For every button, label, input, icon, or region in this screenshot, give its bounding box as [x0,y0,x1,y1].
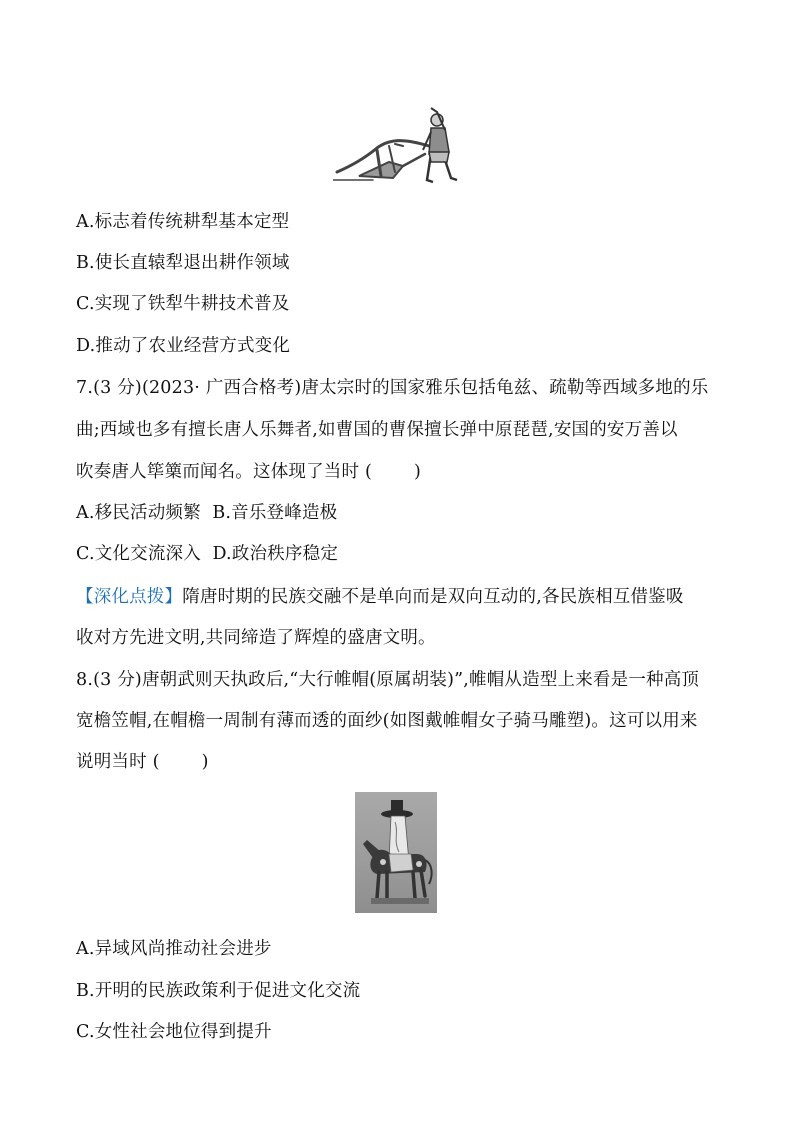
q7-answer-blank: ( ) [364,462,422,482]
q8-option-c: C.女性社会地位得到提升 [76,1022,272,1042]
q8-stem-line-1: 8.(3 分)唐朝武则天执政后,“大行帷帽(原属胡装)”,帷帽从造型上来看是一种高顶 [76,670,700,690]
q7-stem-line-3 [76,460,726,484]
tip-label: 【深化点拨】 [76,587,183,607]
tip-text-1: 隋唐时期的民族交融不是单向而是双向互动的,各民族相互借鉴吸 [182,587,684,607]
q6-option-b: B.使长直辕犁退出耕作领域 [76,253,290,273]
q6-option-c: C.实现了铁犁牛耕技术普及 [76,294,290,314]
q8-option-a: A.异域风尚推动社会进步 [76,939,272,959]
q7-stem-line-1: 7.(3 分)(2023· 广西合格考)唐太宗时的国家雅乐包括龟兹、疏勒等西域多地的乐 [76,378,709,398]
horse-rider-statue-icon [355,792,437,913]
q7-options-row-1: A.移民活动频繁 B.音乐登峰造极 [76,503,338,523]
q8-option-b: B.开明的民族政策利于促进文化交流 [76,981,361,1001]
tip-line-1 [76,585,726,609]
q8-stem-line-2: 宽檐笠帽,在帽檐一周制有薄而透的面纱(如图戴帷帽女子骑马雕塑)。这可以用来 [76,711,698,731]
plow-illustration-icon [333,106,461,186]
q8-stem-line-3 [76,750,726,774]
q7-options-row-2: C.文化交流深入 D.政治秩序稳定 [76,544,339,564]
tip-line-2: 收对方先进文明,共同缔造了辉煌的盛唐文明。 [76,628,436,648]
q8-stem-text: 说明当时 [76,752,147,772]
horse-rider-statue-photo [355,792,437,913]
q7-stem-line-2: 曲;西域也多有擅长唐人乐舞者,如曹国的曹保擅长弹中原琵琶,安国的安万善以 [76,420,678,440]
q7-stem-text: 吹奏唐人筚篥而闻名。这体现了当时 [76,462,360,482]
q8-answer-blank: ( ) [152,752,209,772]
plow-illustration [333,106,461,186]
q6-option-d: D.推动了农业经营方式变化 [76,336,291,356]
q6-option-a: A.标志着传统耕犁基本定型 [76,212,290,232]
